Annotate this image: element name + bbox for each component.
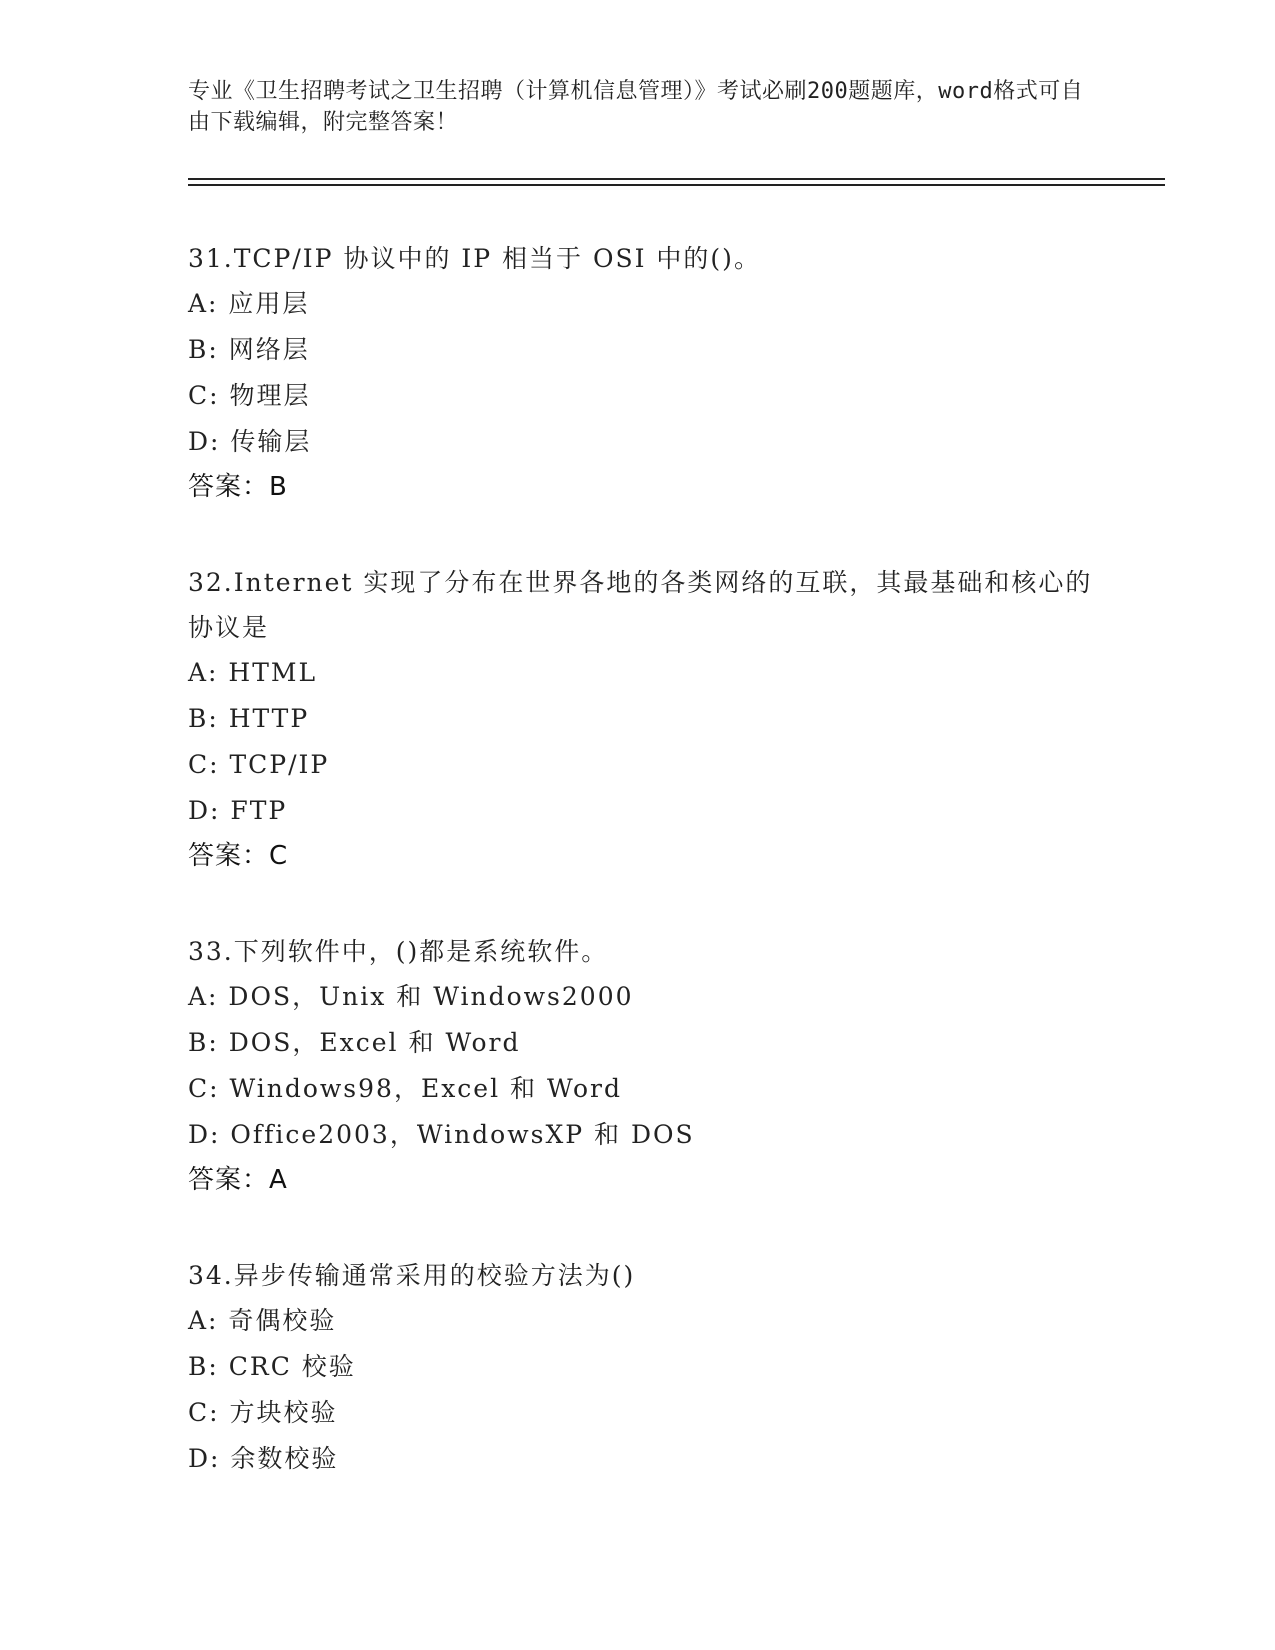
option-d: D: 余数校验 [188,1444,339,1473]
option-a: A: HTML [188,658,318,687]
question-list [188,236,1098,1533]
option-b: B: CRC 校验 [188,1352,356,1381]
question-stem: 34.异步传输通常采用的校验方法为() [188,1261,636,1290]
document-header: 专业《卫生招聘考试之卫生招聘（计算机信息管理）》考试必刷200题题库，word格式可自由下载编辑，附完整答案！ [188,79,1084,135]
question-stem: 32.Internet 实现了分布在世界各地的各类网络的互联，其最基础和核心的协议是 [188,568,1093,642]
question-stem: 31.TCP/IP 协议中的 IP 相当于 OSI 中的()。 [188,244,761,273]
answer-line: 答案：B [188,472,288,502]
header-divider-bottom [188,184,1165,186]
option-d: D: Office2003，WindowsXP 和 DOS [188,1120,695,1149]
question-31 [188,236,1098,509]
option-c: C: TCP/IP [188,750,330,779]
question-stem: 33.下列软件中，()都是系统软件。 [188,937,609,966]
option-c: C: Windows98，Excel 和 Word [188,1074,622,1103]
option-d: D: FTP [188,796,288,825]
answer-line: 答案：A [188,1165,288,1195]
option-b: B: 网络层 [188,335,310,364]
option-d: D: 传输层 [188,427,312,456]
question-33 [188,929,1098,1202]
option-b: B: HTTP [188,704,310,733]
header-divider-top [188,178,1165,180]
option-c: C: 方块校验 [188,1398,338,1427]
option-a: A: 奇偶校验 [188,1306,337,1335]
answer-line: 答案：C [188,841,289,871]
option-b: B: DOS，Excel 和 Word [188,1028,521,1057]
option-a: A: DOS，Unix 和 Windows2000 [188,982,634,1011]
question-34 [188,1253,1098,1482]
option-c: C: 物理层 [188,381,311,410]
option-a: A: 应用层 [188,289,310,318]
question-32 [188,560,1098,878]
